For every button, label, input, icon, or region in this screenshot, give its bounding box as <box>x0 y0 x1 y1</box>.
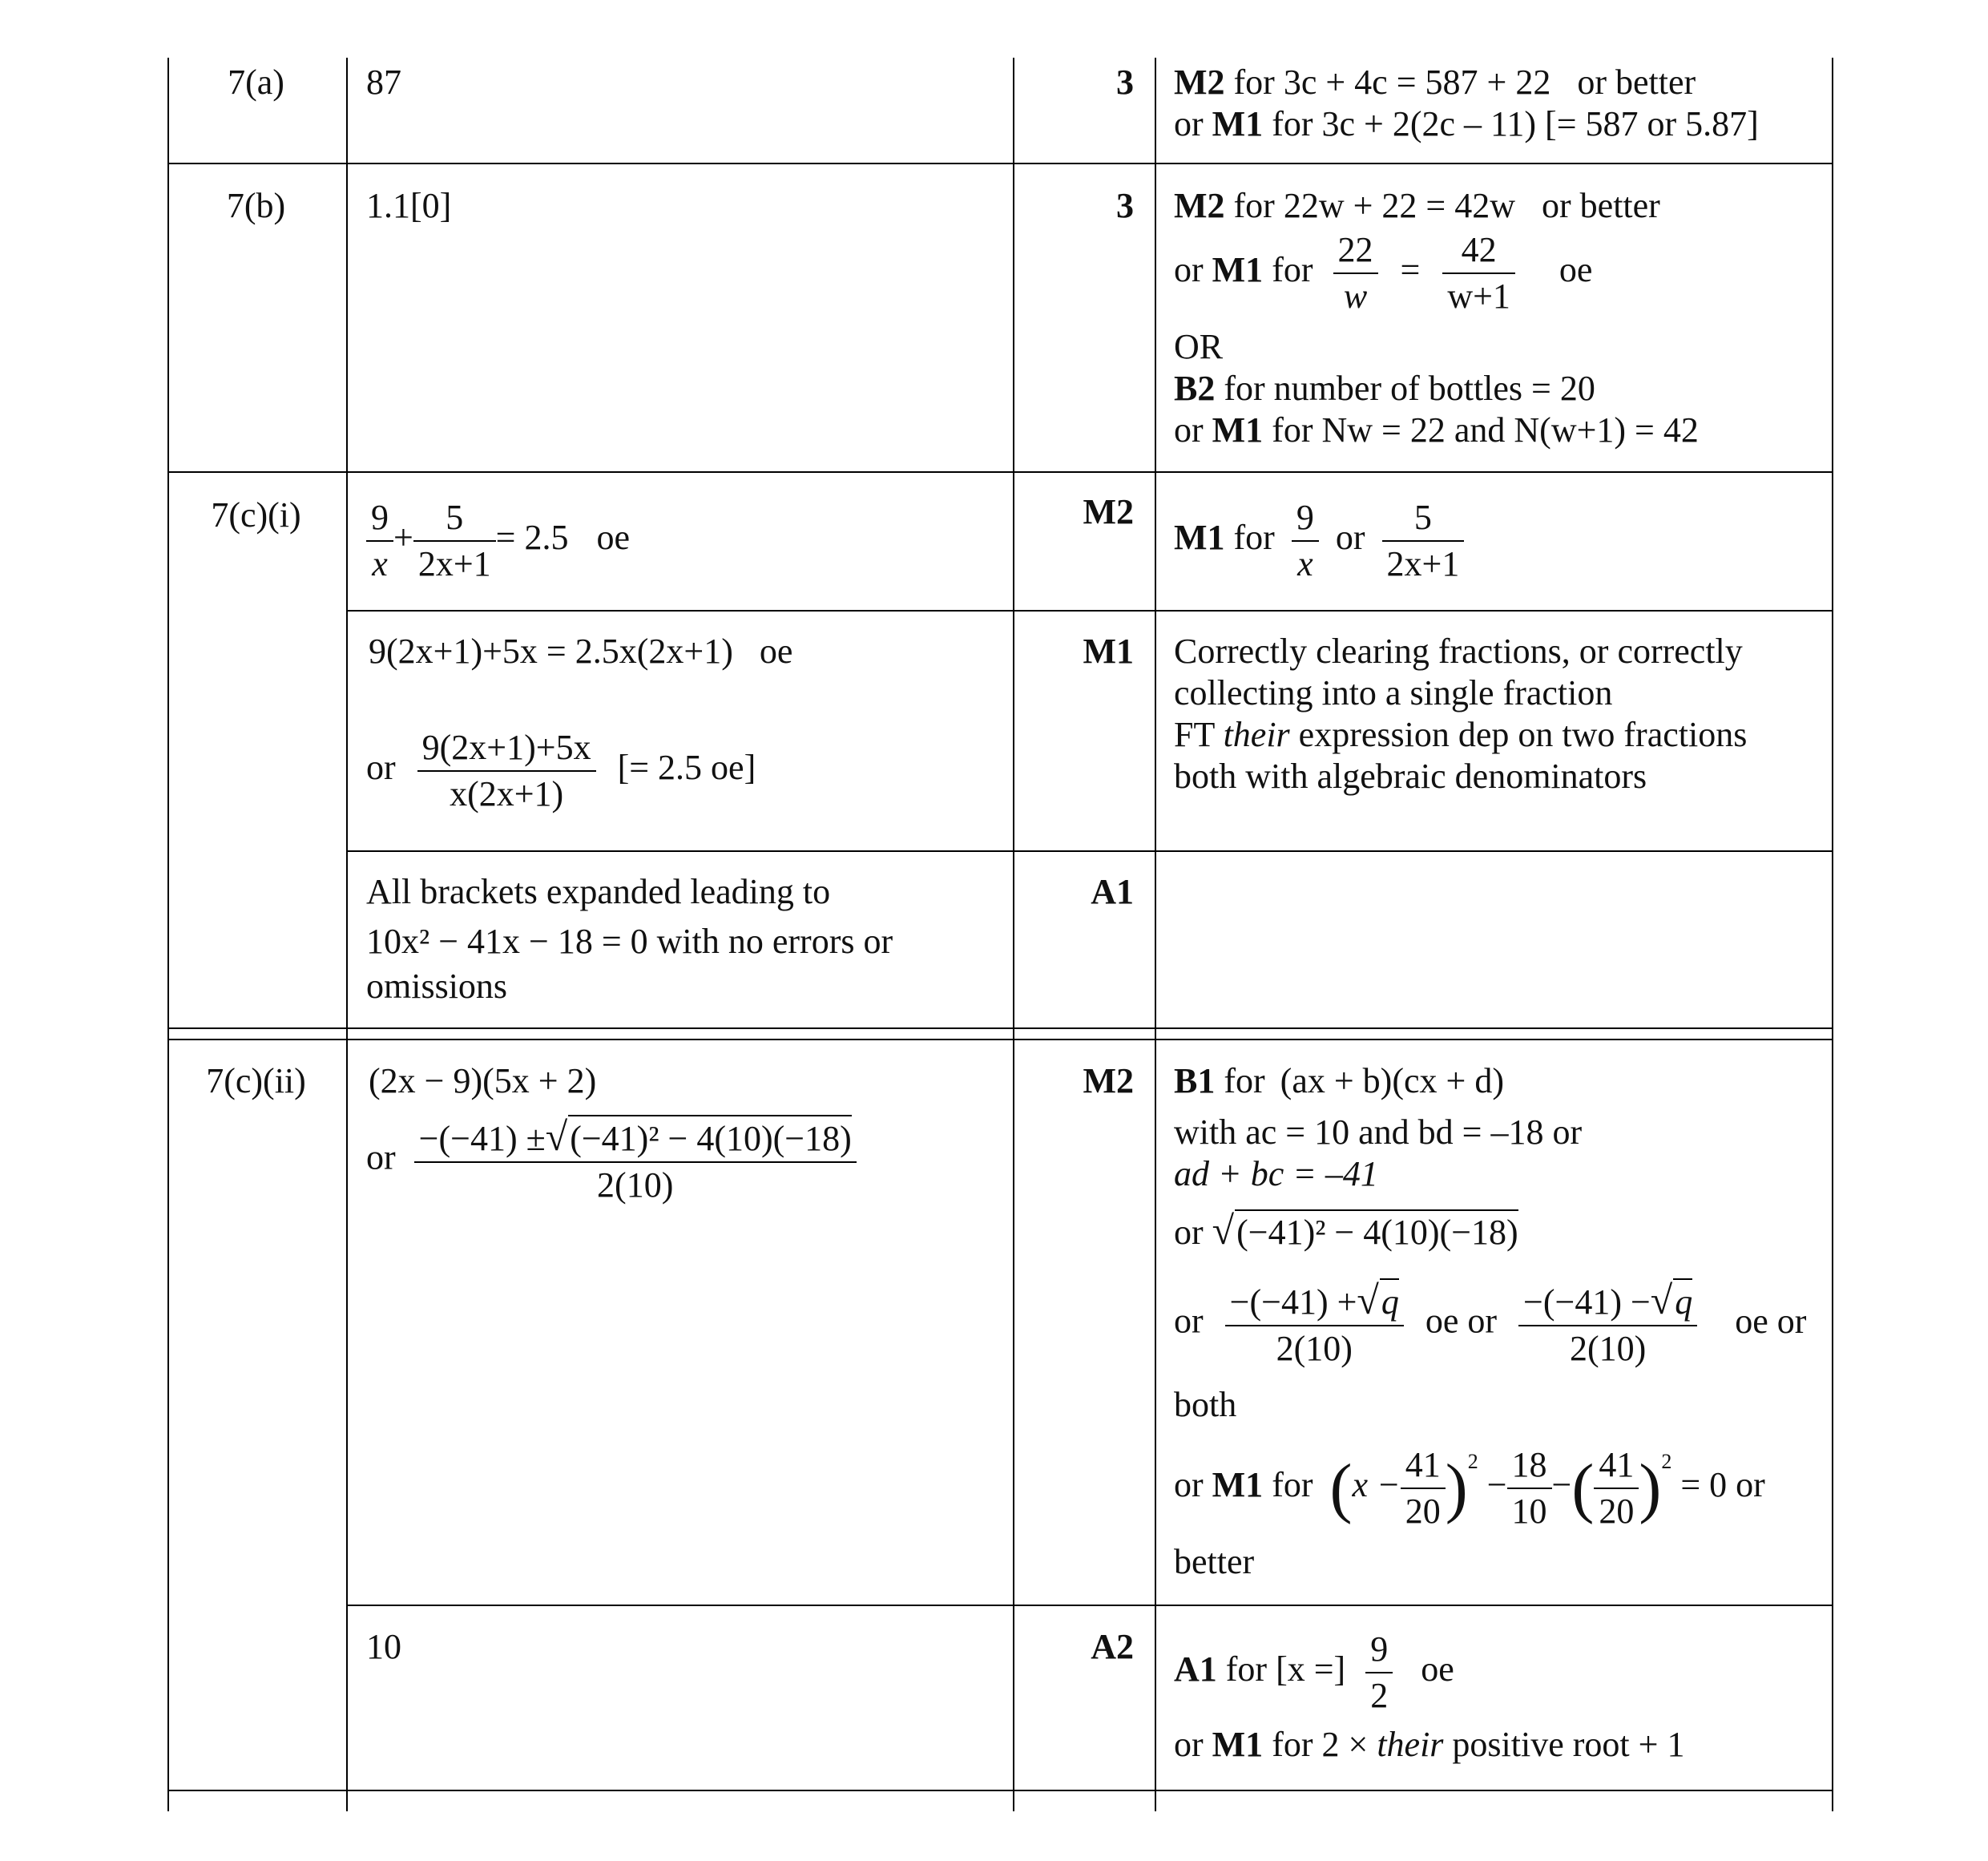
quadratic-formula: $\frac{\text{−(−41) ±√(−41)² − 4(10)(−18)}}{2(10)}$ <box>414 1114 857 1208</box>
root-minus-fraction: $\frac{-(-41) -√q}{2(10)}$ <box>1518 1278 1697 1371</box>
answer-7a: 87 <box>366 63 401 102</box>
marks-7b: 3 <box>1116 186 1134 225</box>
guidance-7cii-2-line2: or M1 for 2 × their positive root + 1 <box>1174 1725 1685 1764</box>
answer-7cii-line1: (2x − 9)(5x + 2) <box>369 1061 597 1100</box>
answer-7cii-final: 10 <box>366 1627 401 1666</box>
answer-7ci-equation: $\frac{9}{x}$ + $\frac{5}{2x+1}$ = 2.5 oe <box>366 495 630 587</box>
guidance-7cii-2-line1: A1 for [x =] $\frac{9}{2}$ oe <box>1174 1627 1454 1718</box>
guidance-7cii-line5: or $\frac{-(-41) +√q}{2(10)}$ oe or $\frac{-(-41) -√q}{2(10)}$ oe or <box>1174 1278 1806 1371</box>
marks-7cii-1: M2 <box>1083 1061 1134 1100</box>
grid-line-col1 <box>346 58 348 1811</box>
grid-line-col3 <box>1155 58 1156 1811</box>
fraction-9-over-x-guidance: $\frac{9}{x}$ <box>1292 495 1319 587</box>
fraction-5-over-2x1-guidance: $\frac{5}{2x+1}$ <box>1382 495 1465 587</box>
fraction-9-over-x: $\frac{9}{x}$ <box>366 495 393 587</box>
fraction-22-over-w: $\frac{22}{w}$ <box>1333 228 1378 319</box>
guidance-7b-line2: or M1 for $\frac{22}{w}$ = $\frac{42}{w+1}$ oe <box>1174 228 1592 319</box>
answer-7cii-formula: or $\frac{\text{−(−41) ±√(−41)² − 4(10)(−18)}}{2(10)}$ <box>366 1114 857 1208</box>
guidance-7cii-line4: or √(−41)² − 4(10)(−18) <box>1174 1208 1518 1253</box>
guidance-7cii-line6: both <box>1174 1385 1237 1424</box>
row-line-7ci-2 <box>346 850 1833 852</box>
fraction-42-over-w1: $\frac{42}{w+1}$ <box>1442 228 1515 319</box>
guidance-7b-line4: B2 for number of bottles = 20 <box>1174 369 1595 408</box>
guidance-7cii-line8: better <box>1174 1542 1255 1581</box>
question-7cii: 7(c)(ii) <box>206 1061 306 1100</box>
answer-7ci-line1: 9(2x+1)+5x = 2.5x(2x+1) oe <box>369 632 793 671</box>
fraction-41-over-20-b: $\frac{41}{20}$ <box>1594 1443 1639 1534</box>
root-plus-fraction: $\frac{-(-41) +√q}{2(10)}$ <box>1225 1278 1404 1371</box>
fraction-41-over-20: $\frac{41}{20}$ <box>1401 1443 1446 1534</box>
row-line-7cii-2 <box>167 1790 1833 1791</box>
fraction-18-over-10: $\frac{18}{10}$ <box>1507 1443 1552 1534</box>
guidance-7a-line1: M2 for 3c + 4c = 587 + 22 or better <box>1174 63 1696 102</box>
question-7ci: 7(c)(i) <box>211 495 301 535</box>
question-7b: 7(b) <box>226 186 286 225</box>
row-line-7a <box>167 163 1833 164</box>
grid-line-right <box>1832 58 1833 1811</box>
guidance-7ci-2-line2: collecting into a single fraction <box>1174 673 1613 713</box>
guidance-7ci-2-line1: Correctly clearing fractions, or correctly <box>1174 632 1743 671</box>
guidance-7b-or: OR <box>1174 327 1224 366</box>
row-line-7b <box>167 471 1833 473</box>
row-line-7ci-double-a <box>167 1027 1833 1029</box>
question-7a: 7(a) <box>228 63 284 102</box>
guidance-7cii-line2: with ac = 10 and bd = –18 or <box>1174 1112 1583 1152</box>
guidance-7b-line1: M2 for 22w + 22 = 42w or better <box>1174 186 1660 225</box>
row-line-7cii-1 <box>346 1605 1833 1606</box>
answer-7ci-3-line3: omissions <box>366 967 508 1006</box>
guidance-7a-line2: or M1 for 3c + 2(2c – 11) [= 587 or 5.87] <box>1174 104 1759 143</box>
marks-7a: 3 <box>1116 63 1134 102</box>
marks-7ci-2: M1 <box>1083 632 1134 671</box>
grid-line-col2 <box>1013 58 1014 1811</box>
answer-7ci-line2: or $\frac{9(2x+1)+5x}{x(2x+1)}$ [= 2.5 oe] <box>366 725 756 817</box>
guidance-7cii-line7: or M1 for (x − $\frac{41}{20}$ )$^2$ − $\frac{18}{10}$ −( $\frac{41}{20}$ )$^2$ = 0 or <box>1174 1443 1765 1534</box>
answer-7b: 1.1[0] <box>366 186 452 225</box>
guidance-7ci-2-line3: FT their expression dep on two fractions <box>1174 715 1748 754</box>
guidance-7ci-1: M1 for $\frac{9}{x}$ or $\frac{5}{2x+1}$ <box>1174 495 1472 587</box>
row-line-7ci-double-b <box>167 1039 1833 1040</box>
marks-7ci-1: M2 <box>1083 492 1134 531</box>
guidance-7ci-2-line4: both with algebraic denominators <box>1174 757 1647 796</box>
answer-7ci-3-line1: All brackets expanded leading to <box>366 872 831 911</box>
fraction-5-over-2x1: $\frac{5}{2x+1}$ <box>413 495 496 587</box>
fraction-9-over-2: $\frac{9}{2}$ <box>1365 1627 1393 1718</box>
row-line-7ci-1 <box>346 610 1833 612</box>
grid-line-left <box>167 58 169 1811</box>
marks-7cii-2: A2 <box>1091 1627 1134 1666</box>
guidance-7b-line5: or M1 for Nw = 22 and N(w+1) = 42 <box>1174 410 1699 450</box>
answer-7ci-3-line2: 10x² − 41x − 18 = 0 with no errors or <box>366 922 893 961</box>
marks-7ci-3: A1 <box>1091 872 1134 911</box>
guidance-7cii-line1: B1 for (ax + b)(cx + d) <box>1174 1061 1504 1100</box>
fraction-single: $\frac{9(2x+1)+5x}{x(2x+1)}$ <box>417 725 596 817</box>
guidance-7cii-line3: ad + bc = –41 <box>1174 1154 1378 1193</box>
